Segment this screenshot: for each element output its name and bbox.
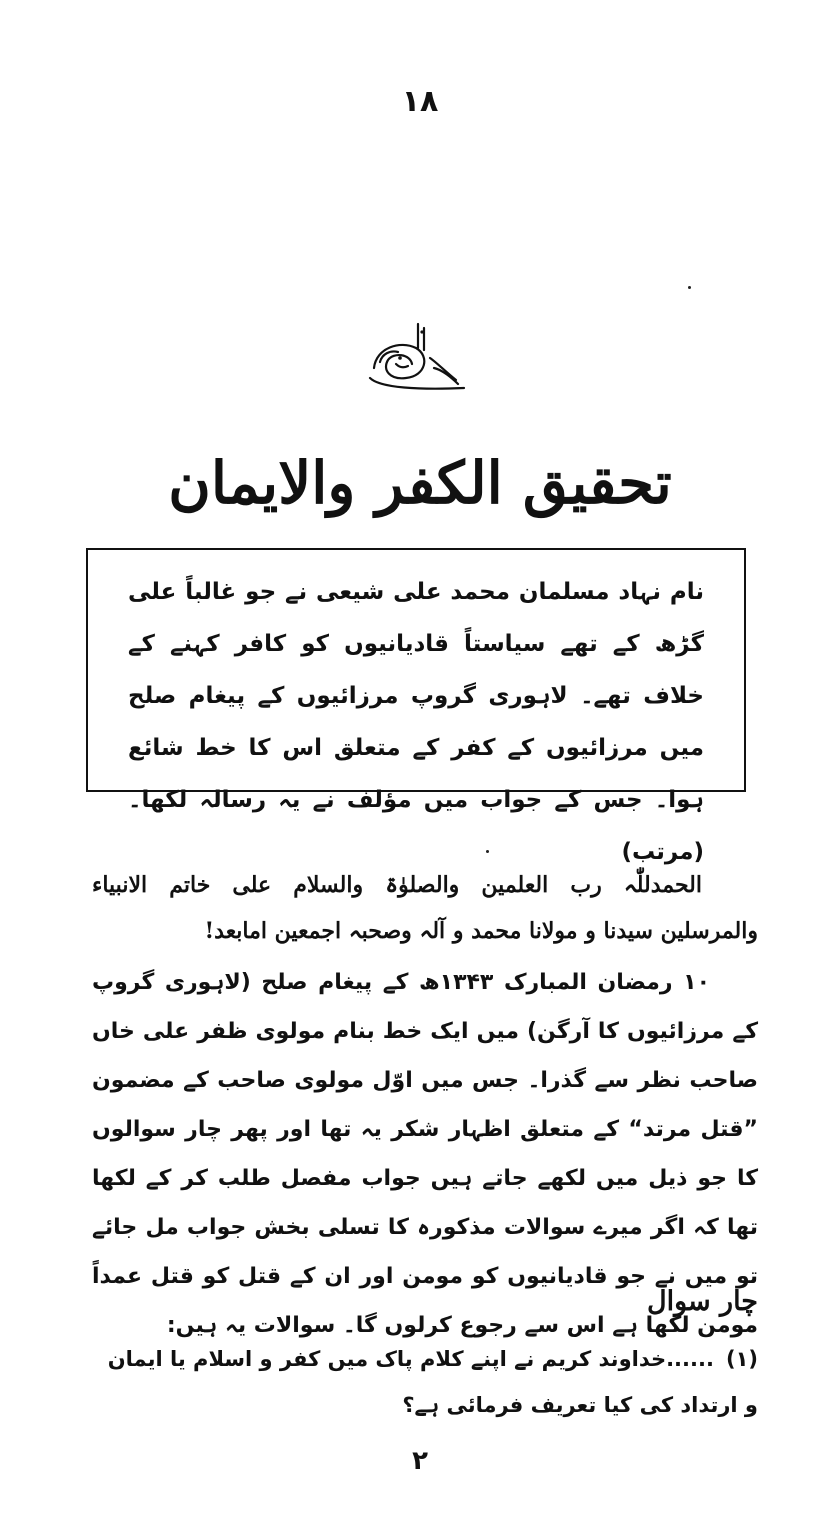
question-number: (۱) xyxy=(725,1347,758,1371)
question-item xyxy=(92,1336,758,1428)
document-title: تحقیق الکفر والایمان xyxy=(168,449,672,517)
scan-speck xyxy=(688,286,691,289)
scan-speck xyxy=(486,850,489,853)
section-heading: چار سوال xyxy=(646,1286,758,1317)
bismillah-calligraphy-emblem xyxy=(360,318,470,396)
top-page-number: ۱۸ xyxy=(401,84,439,119)
intro-paragraph: ۱۰ رمضان المبارک ۱۳۴۳ھ کے پیغام صلح (لاہوری گروپ کے مرزائیوں کا آرگن) میں ایک خط بنام مولوی ظفر علی خاں صاحب نظر سے گذرا۔ جس میں اوّل مولوی صاحب کے مضمون ”قتل مرتد“ کے متعلق اظہار شکر یہ تھا اور پھر چار سوالوں کا جو ذیل میں لکھے جاتے ہیں جواب مفصل طلب کر کے لکھا تھا کہ اگر میرے سوالات مذکورہ کا تسلی بخش جواب مل جائے تو میں نے جو قادیانیوں کو مومن اور ان کے قتل کو قتل عمداً مومن لکھا ہے اس سے رجوع کرلوں گا۔ سوالات یہ ہیں: xyxy=(92,970,758,1338)
question-text: ......خداوند کریم نے اپنے کلام پاک میں کفر و اسلام یا ایمان و ارتداد کی کیا تعریف فرمائی ہے؟ xyxy=(107,1347,758,1417)
opening-praise: الحمدللّٰہ رب العلمین والصلوٰۃ والسلام علی خاتم الانبیاء والمرسلین سیدنا و مولانا محمد و آلہ وصحبہ اجمعین امابعد! xyxy=(92,872,758,944)
body-text xyxy=(92,862,758,1350)
bottom-page-number: ۲ xyxy=(412,1446,428,1476)
editor-note-box xyxy=(86,548,746,865)
editor-note-text: نام نہاد مسلمان محمد علی شیعی نے جو غالباً علی گڑھ کے تھے سیاستاً قادیانیوں کو کافر کہنے کے خلاف تھے۔ لاہوری گروپ مرزائیوں کے پیغام صلح میں مرزائیوں کے کفر کے متعلق اس کا خط شائع ہوا۔ جس کے جواب میں مؤلف نے یہ رسالہ لکھا۔ (مرتب) xyxy=(128,579,704,865)
